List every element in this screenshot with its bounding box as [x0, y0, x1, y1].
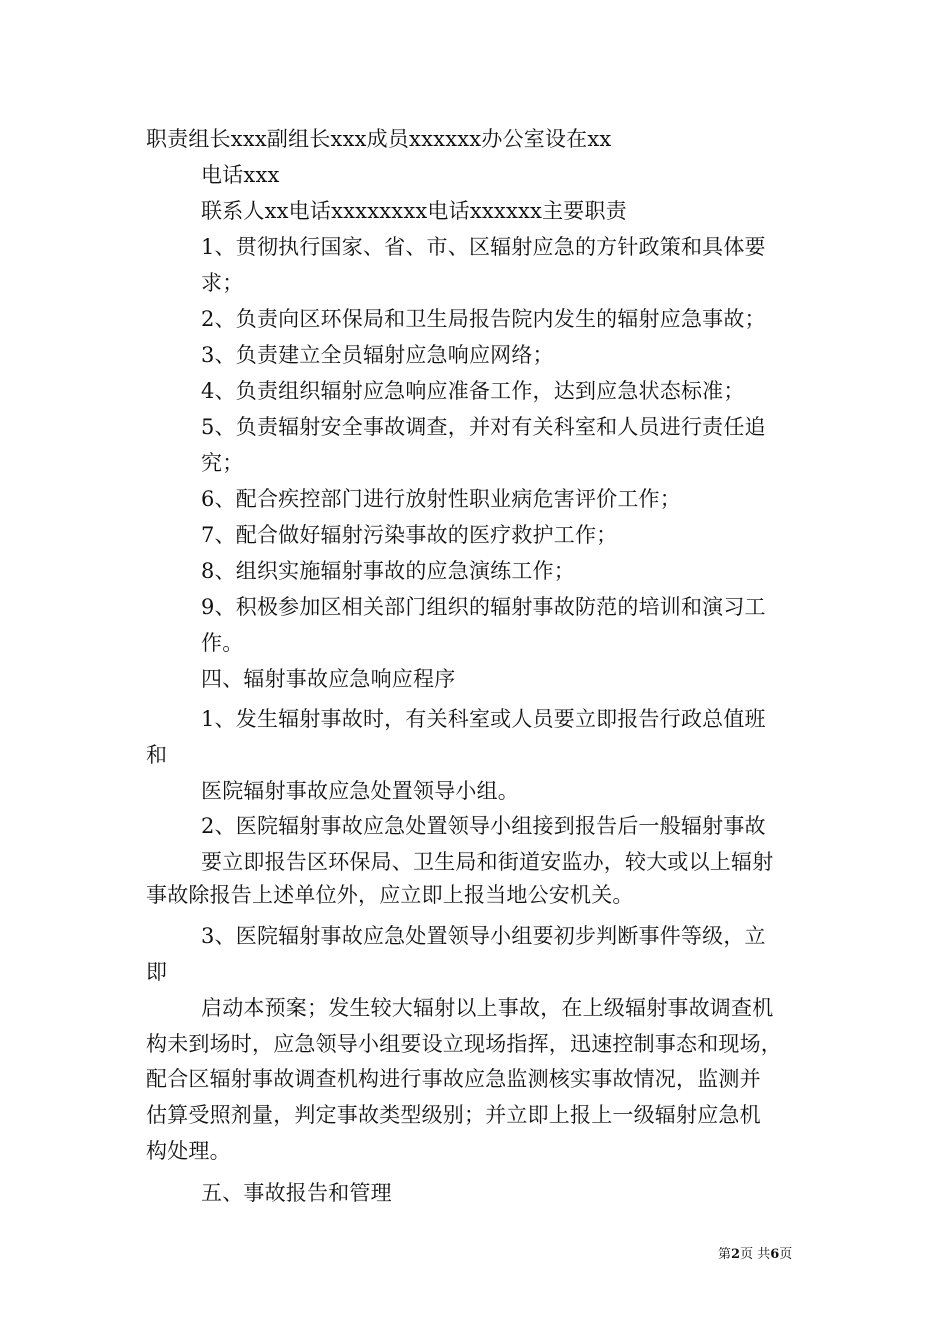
text-line-10: 究； — [201, 451, 244, 475]
footer-current-page: 2 — [731, 1247, 741, 1262]
text-line-28: 估算受照剂量，判定事故类型级别；并立即上报上一级辐射应急机 — [146, 1103, 761, 1127]
text-line-29: 构处理。 — [146, 1139, 231, 1163]
text-line-2: 电话xxx — [201, 163, 280, 187]
text-line-11: 6、配合疾控部门进行放射性职业病危害评价工作； — [201, 487, 681, 511]
text-line-4: 1、贯彻执行国家、省、市、区辐射应急的方针政策和具体要 — [201, 235, 766, 259]
page-footer — [718, 1247, 792, 1263]
footer-total-pages: 6 — [770, 1247, 780, 1262]
text-line-26: 构未到场时，应急领导小组要设立现场指挥，迅速控制事态和现场， — [146, 1032, 782, 1056]
text-line-23: 3、医院辐射事故应急处置领导小组要初步判断事件等级，立 — [201, 924, 766, 948]
text-line-27: 配合区辐射事故调查机构进行事故应急监测核实事故情况，监测并 — [146, 1067, 761, 1091]
footer-middle: 页 共 — [740, 1247, 771, 1262]
text-line-21: 要立即报告区环保局、卫生局和街道安监办，较大或以上辐射 — [201, 850, 774, 874]
text-line-22: 事故除报告上述单位外，应立即上报当地公安机关。 — [146, 883, 634, 907]
text-line-13: 8、组织实施辐射事故的应急演练工作； — [201, 559, 575, 583]
text-line-12: 7、配合做好辐射污染事故的医疗救护工作； — [201, 523, 618, 547]
text-line-6: 2、负责向区环保局和卫生局报告院内发生的辐射应急事故； — [201, 307, 766, 331]
text-line-14: 9、积极参加区相关部门组织的辐射事故防范的培训和演习工 — [201, 595, 766, 619]
text-line-7: 3、负责建立全员辐射应急响应网络； — [201, 343, 554, 367]
text-line-1: 职责组长xxx副组长xxx成员xxxxxx办公室设在xx — [146, 127, 612, 151]
footer-suffix: 页 — [779, 1247, 793, 1262]
text-line-8: 4、负责组织辐射应急响应准备工作，达到应急状态标准； — [201, 379, 745, 403]
text-line-25: 启动本预案；发生较大辐射以上事故，在上级辐射事故调查机 — [201, 996, 774, 1020]
footer-prefix: 第 — [718, 1247, 732, 1262]
text-line-24: 即 — [146, 960, 168, 984]
text-line-3: 联系人xx电话xxxxxxxx电话xxxxxx主要职责 — [201, 199, 627, 223]
text-line-17: 1、发生辐射事故时，有关科室或人员要立即报告行政总值班 — [201, 707, 766, 731]
section-heading-4: 四、辐射事故应急响应程序 — [201, 667, 456, 691]
text-line-9: 5、负责辐射安全事故调查，并对有关科室和人员进行责任追 — [201, 415, 766, 439]
text-line-18: 和 — [146, 743, 168, 767]
text-line-5: 求； — [201, 271, 244, 295]
text-line-20: 2、医院辐射事故应急处置领导小组接到报告后一般辐射事故 — [201, 814, 766, 838]
section-heading-5: 五、事故报告和管理 — [201, 1181, 392, 1205]
text-line-19: 医院辐射事故应急处置领导小组。 — [201, 779, 519, 803]
text-line-15: 作。 — [201, 631, 244, 655]
